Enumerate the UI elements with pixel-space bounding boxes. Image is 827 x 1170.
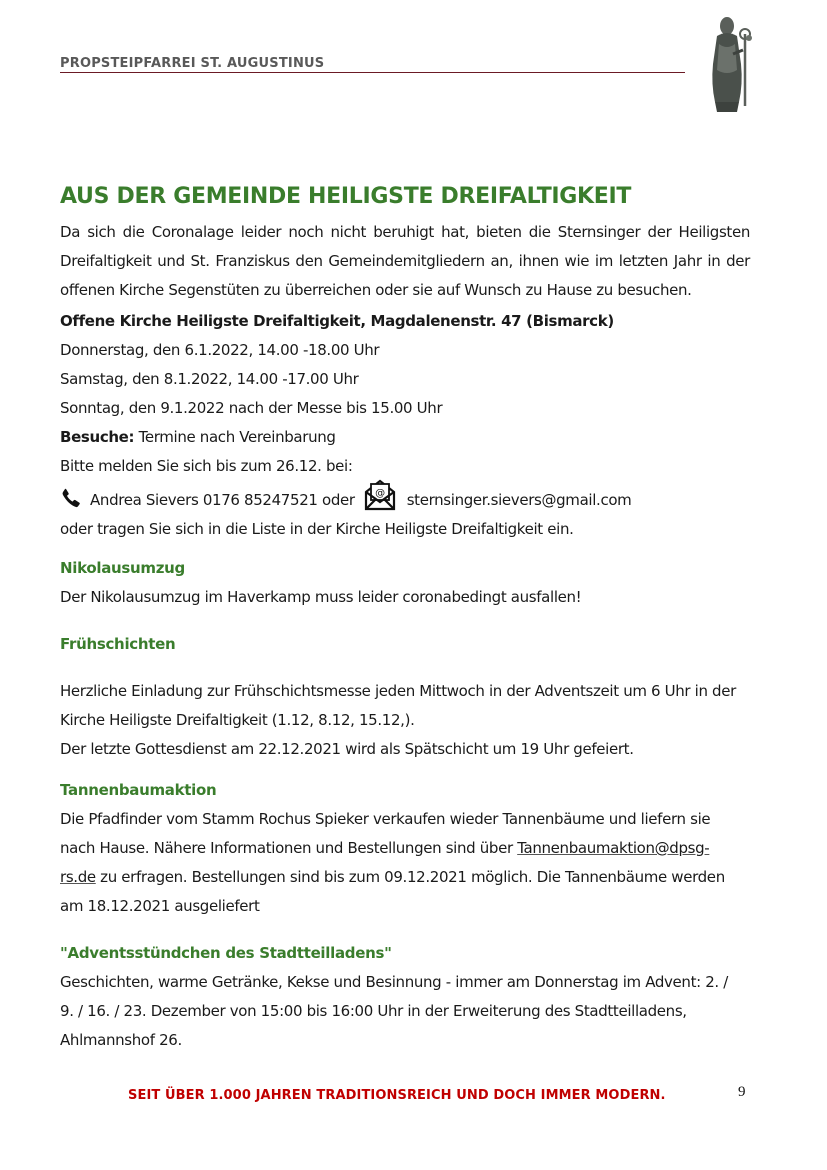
list-text: oder tragen Sie sich in die Liste in der Kirche Heiligste Dreifaltigkeit ein.: [60, 520, 574, 538]
location-heading: Offene Kirche Heiligste Dreifaltigkeit, Magdalenenstr. 47 (Bismarck): [60, 312, 614, 330]
visits-text: Termine nach Vereinbarung: [134, 428, 336, 446]
header-divider: [60, 72, 685, 73]
parish-name: PROPSTEIPFARREI ST. AUGUSTINUS: [60, 56, 325, 71]
nikolaus-text: Der Nikolausumzug im Haverkamp muss leider coronabedingt ausfallen!: [60, 588, 582, 606]
tannenbaum-text-after: zu erfragen. Bestellungen sind bis zum 09.12.2021 möglich. Die Tannenbäume werden am 18.12.2021 ausgeliefert: [60, 868, 725, 915]
phone-icon: [60, 487, 82, 509]
article-title: AUS DER GEMEINDE HEILIGSTE DREIFALTIGKEIT: [60, 184, 632, 209]
advent-text: Geschichten, warme Getränke, Kekse und Besinnung - immer am Donnerstag im Advent: 2. / 9. / 16. / 23. Dezember von 15:00 bis 16:00 Uhr in der Erweiterung des Stadtteilladens, Ahlmannshof 26.: [60, 973, 728, 1049]
svg-text:@: @: [374, 488, 385, 499]
nikolaus-heading: Nikolausumzug: [60, 559, 185, 577]
visits-label: Besuche:: [60, 428, 135, 446]
schedule-item: Sonntag, den 9.1.2022 nach der Messe bis 15.00 Uhr: [60, 399, 443, 417]
schedule-item: Samstag, den 8.1.2022, 14.00 -17.00 Uhr: [60, 370, 359, 388]
tannenbaum-text: [60, 805, 725, 921]
tannenbaum-heading: Tannenbaumaktion: [60, 781, 217, 799]
page-number: 9: [738, 1084, 746, 1100]
contact-email[interactable]: sternsinger.sievers@gmail.com: [406, 491, 632, 509]
visits-line: [60, 423, 750, 452]
fruehschichten-heading: Frühschichten: [60, 635, 176, 653]
article-body: [60, 180, 750, 1055]
footer-slogan: SEIT ÜBER 1.000 JAHREN TRADITIONSREICH UND DOCH IMMER MODERN.: [128, 1088, 666, 1103]
advent-heading: "Adventsstündchen des Stadtteilladens": [60, 944, 392, 962]
register-text: Bitte melden Sie sich bis zum 26.12. bei:: [60, 457, 353, 475]
saint-statue-image: [703, 14, 763, 116]
fruehschichten-text-2: Der letzte Gottesdienst am 22.12.2021 wird als Spätschicht um 19 Uhr gefeiert.: [60, 740, 634, 758]
tannenbaum-email-link[interactable]: Tannenbaumaktion@dpsg-rs.de: [60, 839, 710, 886]
contact-line: [60, 481, 750, 515]
tannenbaum-text-before: Die Pfadfinder vom Stamm Rochus Spieker verkaufen wieder Tannenbäume und liefern sie nach Hause. Nähere Informationen und Bestellungen sind über: [60, 810, 711, 857]
contact-name-phone: Andrea Sievers 0176 85247521 oder: [90, 491, 355, 509]
fruehschichten-text: Herzliche Einladung zur Frühschichtsmesse jeden Mittwoch in der Adventszeit um 6 Uhr in der Kirche Heiligste Dreifaltigkeit (1.12, 8.12, 15.12,).: [60, 682, 736, 729]
intro-paragraph: Da sich die Coronalage leider noch nicht beruhigt hat, bieten die Sternsinger der Heiligsten Dreifaltigkeit und St. Franziskus den Gemeindemitgliedern an, ihnen wie im letzten Jahr in der offenen Kirche Segenstüten zu überreichen oder sie auf Wunsch zu Hause zu besuchen.: [60, 223, 750, 299]
email-icon: [363, 478, 397, 512]
schedule-item: Donnerstag, den 6.1.2022, 14.00 -18.00 Uhr: [60, 341, 380, 359]
